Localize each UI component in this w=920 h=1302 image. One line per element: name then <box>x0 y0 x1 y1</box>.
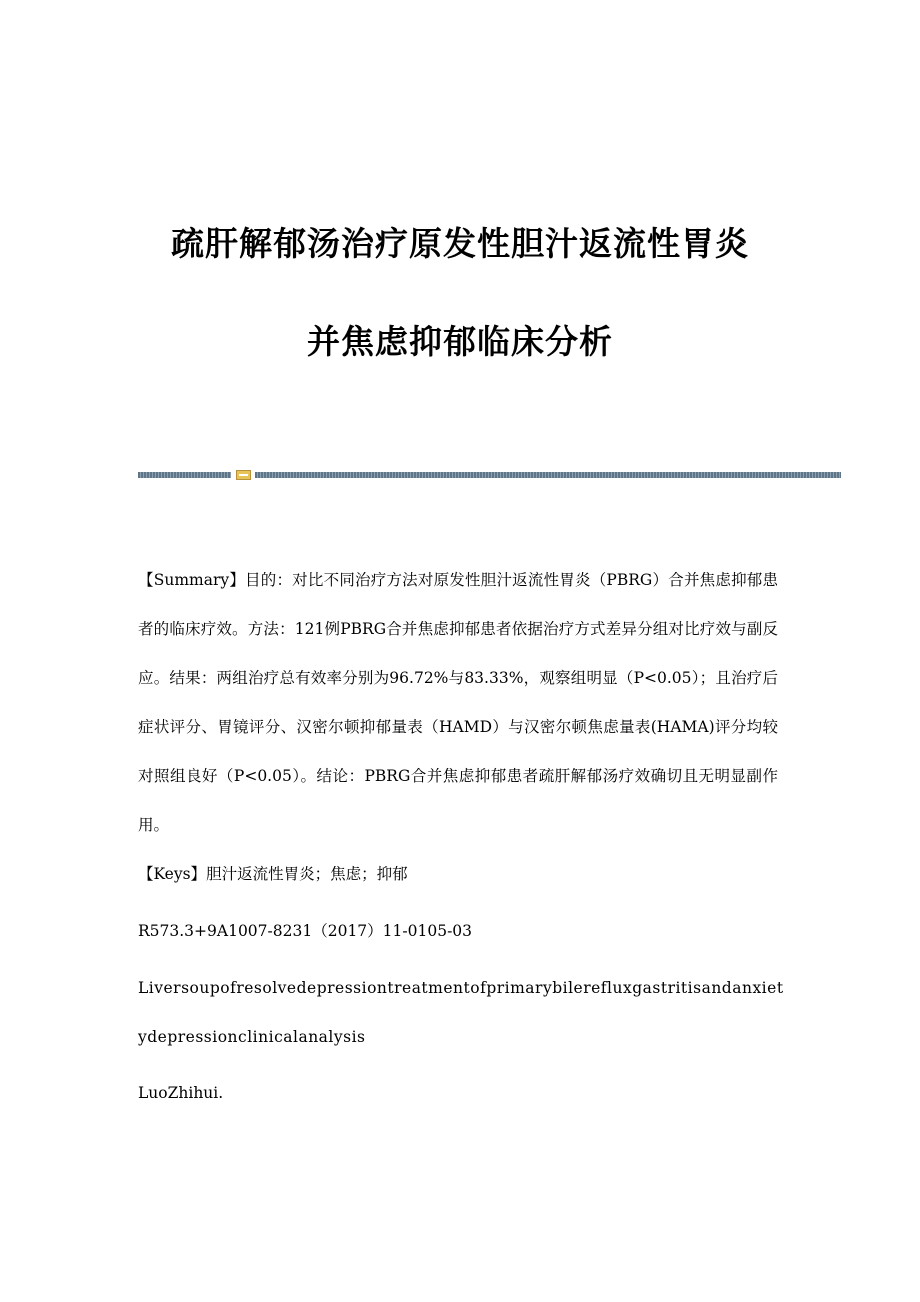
summary-text: 目的：对比不同治疗方法对原发性胆汁返流性胃炎（PBRG）合并焦虑抑郁患者的临床疗效。方法：121例PBRG合并焦虑抑郁患者依据治疗方式差异分组对比疗效与副反应。结果：两组治疗总有效率分别为96.72%与83.33%，观察组明显（P<0.05）；且治疗后症状评分、胃镜评分、汉密尔顿抑郁量表（HAMD）与汉密尔顿焦虑量表(HAMA)评分均较对照组良好（P<0.05）。结论：PBRG合并焦虑抑郁患者疏肝解郁汤疗效确切且无明显副作用。 <box>138 571 779 834</box>
title-divider <box>138 470 841 480</box>
keywords-text: 胆汁返流性胃炎；焦虑；抑郁 <box>206 865 408 883</box>
divider-bar-right <box>255 472 841 478</box>
divider-bar-left <box>138 472 231 478</box>
author-name: LuoZhihui. <box>138 1084 224 1102</box>
summary-label: 【Summary】 <box>138 571 246 589</box>
classification-number: R573.3+9A1007-8231（2017）11-0105-03 <box>138 922 473 940</box>
summary-paragraph <box>138 556 778 850</box>
english-title: Liversoupofresolvedepressiontreatmentofprimarybilerefluxgastritisandanxietydepressionclinicalanalysis <box>138 979 784 1046</box>
keywords-label: 【Keys】 <box>138 865 207 883</box>
paper-title-line-2: 并焦虑抑郁临床分析 <box>307 322 613 361</box>
paper-title-line-1: 疏肝解郁汤治疗原发性胆汁返流性胃炎 <box>171 224 749 263</box>
keywords-paragraph <box>138 850 838 899</box>
divider-emblem-icon <box>236 470 251 480</box>
